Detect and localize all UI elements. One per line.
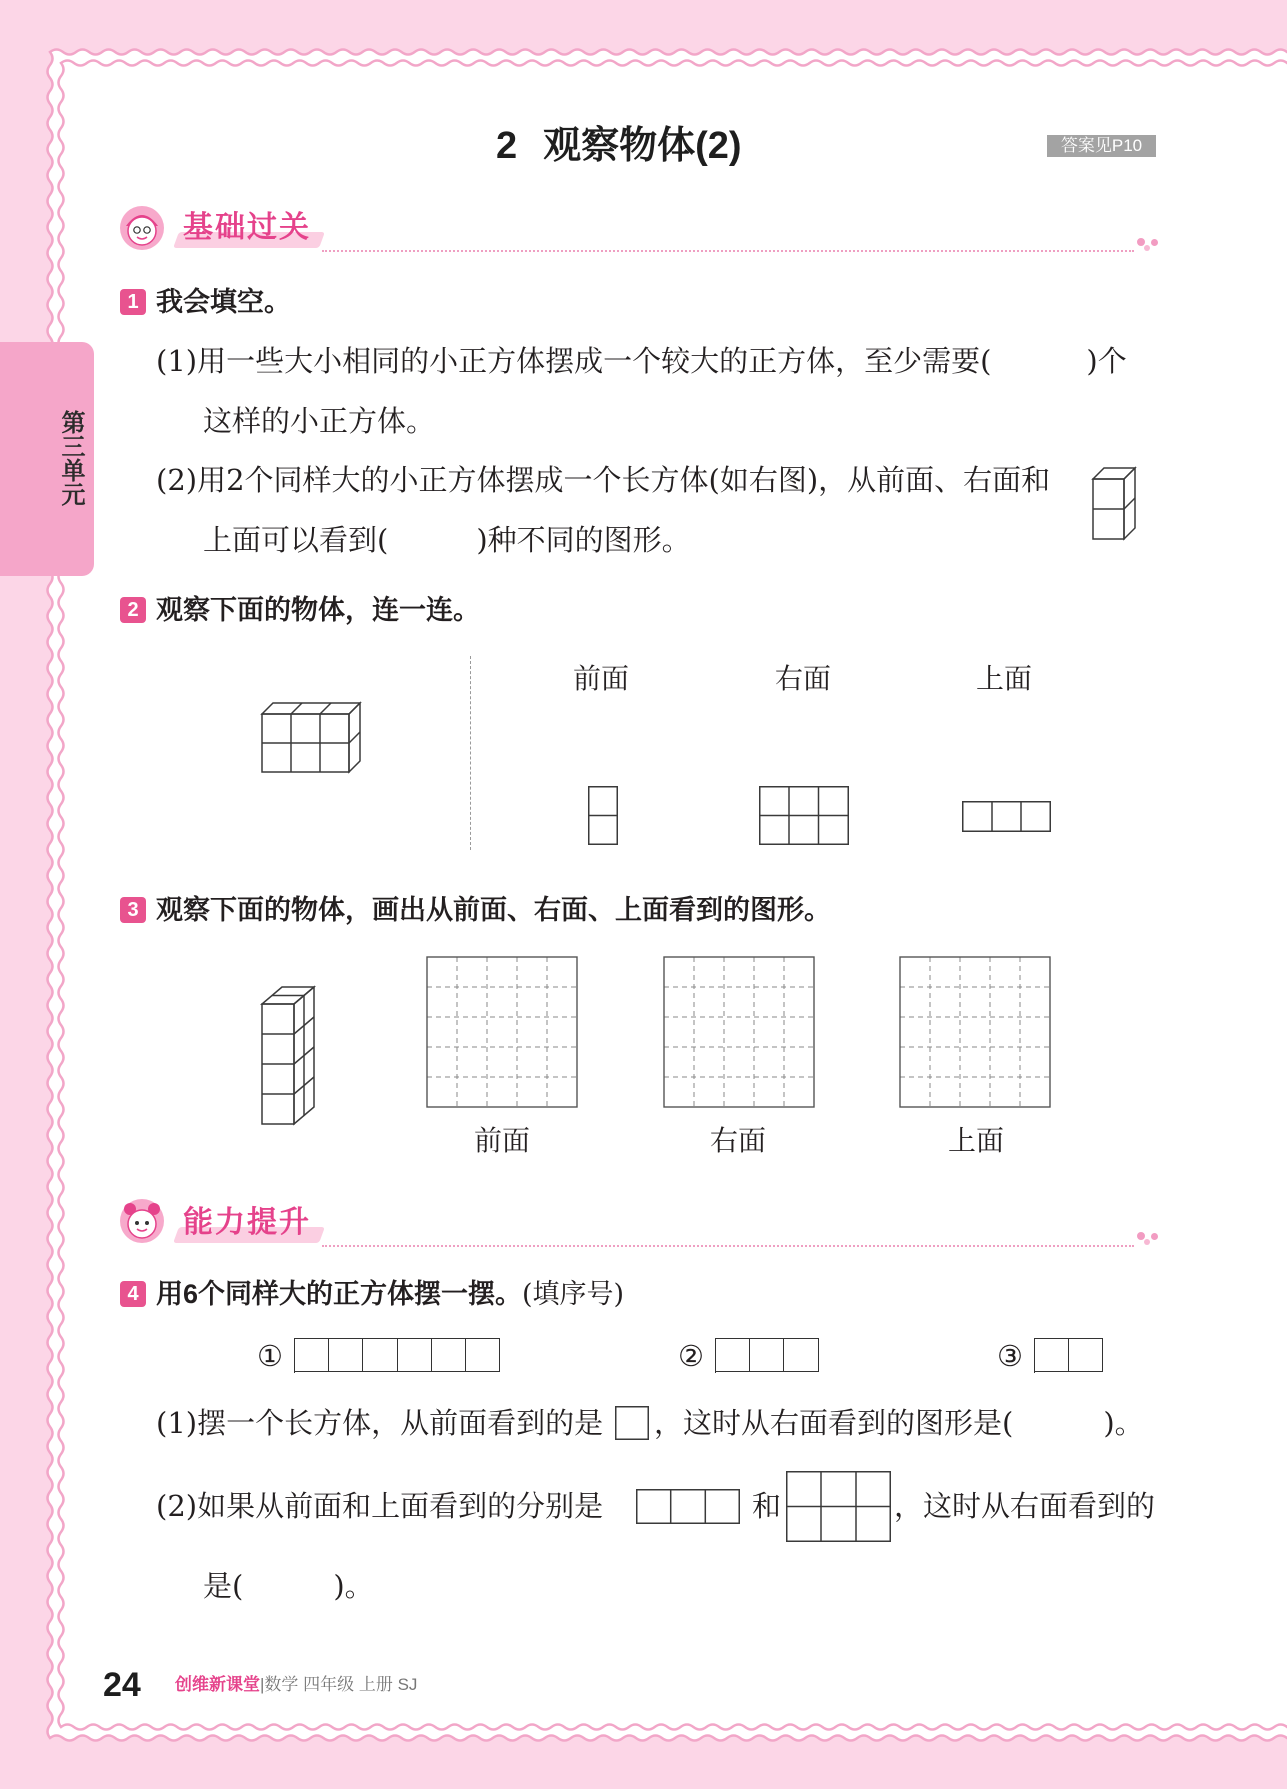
- grid-border: [427, 957, 577, 1107]
- option-shape-2: [715, 1338, 819, 1373]
- option-mark-3: ③: [997, 1339, 1023, 1373]
- option-cell: [716, 1338, 750, 1372]
- q1-part1-text: (1)用一些大小相同的小正方体摆成一个较大的正方体，至少需要(: [156, 344, 992, 378]
- option-cell: [1069, 1338, 1103, 1372]
- q4-part2-continued: ，这时从右面看到的: [894, 1489, 1156, 1523]
- two-cube-figure: [1090, 465, 1140, 542]
- q4-part1-text: (1)摆一个长方体，从前面看到的是: [156, 1406, 604, 1440]
- option-cell: [363, 1338, 397, 1372]
- q4-part1-end: )。: [1103, 1406, 1144, 1440]
- section-divider: [322, 1245, 1134, 1247]
- unit-side-tab-label: 第三单元: [57, 410, 84, 506]
- lesson-number: 2: [496, 125, 518, 167]
- question-prompt: 观察下面的物体，连一连。: [156, 595, 480, 625]
- option-cell: [784, 1338, 818, 1372]
- q4-part1-continued: [654, 1406, 1144, 1440]
- question-number-badge: 2: [120, 597, 146, 623]
- option-cell: [466, 1338, 500, 1372]
- view-label-top: 上面: [975, 662, 1032, 695]
- q4-part2-question: 是(: [203, 1569, 244, 1603]
- q1-part2-text: 上面可以看到(: [203, 523, 389, 557]
- drawing-grid-front: [426, 956, 578, 1108]
- six-cube-solid-figure: [258, 699, 366, 777]
- q4-prompt-text: 用6个同样大的正方体摆一摆。: [156, 1279, 523, 1309]
- answer-blank: [991, 361, 1086, 371]
- cartoon-child-icon: [118, 1197, 166, 1245]
- q1-part2-end: )种不同的图形。: [476, 523, 691, 557]
- question-number-badge: 3: [120, 897, 146, 923]
- cube-tower-figure: [258, 983, 320, 1128]
- question-prompt: [156, 1280, 624, 1309]
- option-mark-1: ①: [257, 1339, 283, 1373]
- option-cell: [398, 1338, 432, 1372]
- q1-part2: (2)用2个同样大的小正方体摆成一个长方体(如右图)，从前面、右面和: [156, 463, 1051, 497]
- q4-part2-end: )。: [333, 1569, 374, 1603]
- page-number: 24: [103, 1666, 141, 1704]
- q4-prompt-note: (填序号): [522, 1279, 625, 1310]
- drawing-grid-top: [899, 956, 1051, 1108]
- decor-dot: [1137, 238, 1145, 246]
- q1-part1-continued: 这样的小正方体。: [203, 404, 436, 438]
- q1-part2-continued: [203, 523, 691, 557]
- dashed-separator: [470, 656, 471, 850]
- decor-dot: [1151, 239, 1158, 246]
- section-divider: [322, 250, 1134, 252]
- question-prompt: 观察下面的物体，画出从前面、右面、上面看到的图形。: [156, 895, 831, 925]
- grid-border: [664, 957, 814, 1107]
- answer-blank: [1013, 1423, 1103, 1433]
- grid-label-right: 右面: [709, 1124, 766, 1157]
- answer-reference-badge: 答案见P10: [1047, 135, 1156, 157]
- view-shape-3x1: [962, 801, 1051, 832]
- view-shape-1x2: [588, 786, 618, 845]
- option-cell: [295, 1338, 329, 1372]
- view-label-right: 右面: [774, 662, 831, 695]
- question-number-badge: 4: [120, 1281, 146, 1307]
- footer-info: [175, 1675, 417, 1695]
- question-number-badge: 1: [120, 289, 146, 315]
- footer-brand: 创维新课堂: [175, 1675, 260, 1694]
- decor-dot: [1144, 1239, 1150, 1245]
- grid-label-front: 前面: [473, 1124, 530, 1157]
- view-shape-3x2: [759, 786, 849, 845]
- lesson-title: 观察物体(2): [543, 125, 742, 167]
- footer-book-info: 数学 四年级 上册 SJ: [264, 1675, 418, 1694]
- q1-part1-end: )个: [1086, 344, 1127, 378]
- decor-dot: [1144, 245, 1150, 251]
- answer-blank: [243, 1586, 333, 1596]
- option-cell: [1035, 1338, 1069, 1372]
- grid-label-top: 上面: [947, 1124, 1004, 1157]
- q1-part1: [156, 344, 1127, 378]
- q4-part2-and: 和: [752, 1489, 782, 1523]
- section-title-advanced: 能力提升: [183, 1206, 311, 1239]
- grid-border: [900, 957, 1050, 1107]
- option-shape-1: [294, 1338, 500, 1373]
- question-prompt: 我会填空。: [156, 287, 291, 317]
- option-cell: [750, 1338, 784, 1372]
- decor-dot: [1137, 1232, 1145, 1240]
- decor-dot: [1151, 1233, 1158, 1240]
- top-view-3x2-shape: [786, 1471, 891, 1542]
- front-view-3x1-shape: [636, 1489, 740, 1524]
- option-shape-3: [1034, 1338, 1103, 1373]
- single-square-shape: [615, 1406, 649, 1440]
- cartoon-girl-icon: [118, 204, 166, 252]
- answer-blank: [388, 540, 476, 550]
- view-label-front: 前面: [572, 662, 629, 695]
- q4-part2-text: (2)如果从前面和上面看到的分别是: [156, 1489, 604, 1523]
- footer-separator: |: [260, 1675, 265, 1694]
- drawing-grid-right: [663, 956, 815, 1108]
- q4-part1-question: ，这时从右面看到的图形是(: [654, 1406, 1014, 1440]
- section-title-basic: 基础过关: [183, 211, 311, 244]
- option-cell: [329, 1338, 363, 1372]
- q4-part2-answer-line: [203, 1569, 374, 1603]
- option-cell: [432, 1338, 466, 1372]
- option-mark-2: ②: [678, 1339, 704, 1373]
- page-title: [496, 126, 742, 166]
